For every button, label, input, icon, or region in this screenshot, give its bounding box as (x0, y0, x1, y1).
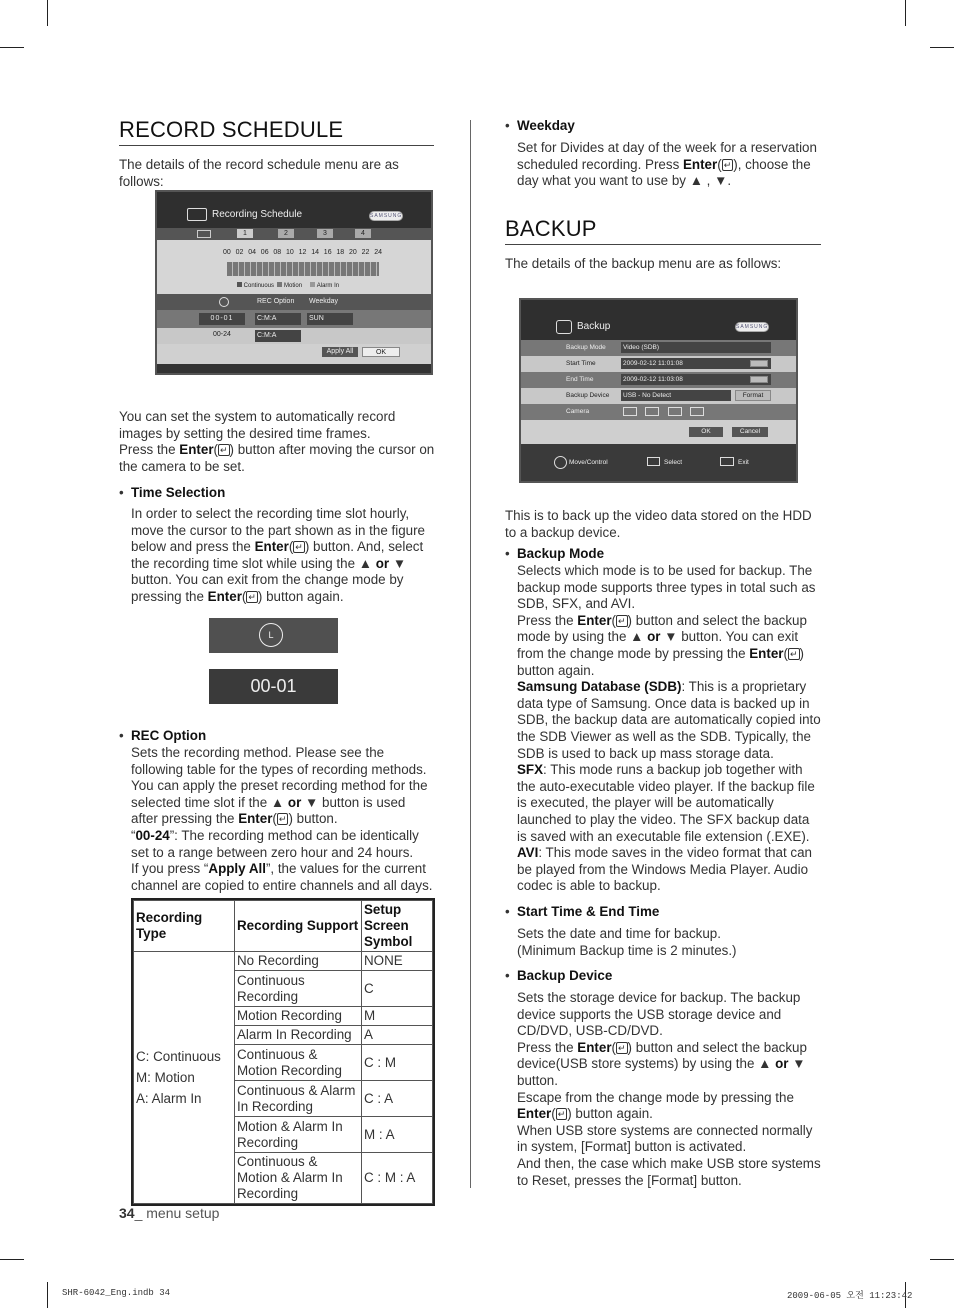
weekday-title: Weekday (517, 118, 575, 133)
clock-icon (219, 297, 229, 307)
cancel-button[interactable]: Cancel (732, 427, 768, 437)
enter-icon: ↵ (248, 591, 256, 602)
type-continuous: C: Continuous (136, 1048, 221, 1064)
start-end-time-title: Start Time & End Time (517, 904, 660, 919)
hour-label: 04 (248, 249, 256, 256)
schedule-row-1[interactable] (157, 310, 431, 328)
camera-tab-4[interactable]: 4 (355, 229, 371, 238)
page-number: 34 (119, 1205, 135, 1221)
crop-mark (0, 1259, 24, 1260)
support-cell: Motion Recording (235, 1007, 362, 1026)
symbol-cell: M (362, 1007, 433, 1026)
backup-intro: The details of the backup menu are as follows: (505, 256, 782, 271)
backup-icon (556, 320, 572, 334)
section-title-record-schedule: RECORD SCHEDULE (119, 117, 344, 142)
enter-icon: ↵ (723, 159, 732, 170)
nav-bar (521, 444, 796, 481)
row-label: Camera (566, 408, 590, 415)
enter-icon: ↵ (278, 814, 287, 825)
rec-option-title: REC Option (131, 728, 207, 743)
dialog-buttons (521, 420, 796, 444)
time-selection-title: Time Selection (131, 485, 226, 500)
nav-select: Select (664, 459, 683, 466)
legend-motion: Motion (284, 283, 303, 289)
hour-label: 08 (273, 249, 282, 256)
symbol-cell: A (362, 1026, 433, 1045)
hour-label: 00 (223, 249, 231, 256)
start-time-field[interactable]: 2009-02-12 11:01:08 (621, 358, 771, 369)
camera-checkbox-1[interactable] (623, 407, 637, 416)
form-row-camera[interactable] (521, 404, 796, 420)
enter-icon: ↵ (220, 445, 228, 455)
time-selector-clock[interactable] (209, 618, 338, 653)
symbol-cell: M : A (362, 1117, 433, 1153)
support-cell: Motion & Alarm In Recording (235, 1117, 362, 1153)
screen-footer (157, 364, 431, 373)
support-cell: Alarm In Recording (235, 1026, 362, 1045)
record-desc-p1: You can set the system to automatically record images by setting the desired time frames. (119, 409, 396, 441)
hour-label: 24 (374, 249, 382, 256)
schedule-row-2[interactable] (157, 328, 431, 344)
row1-time[interactable]: 00-01 (199, 313, 245, 325)
support-cell: Continuous Recording (235, 971, 362, 1007)
backup-form (521, 340, 796, 420)
bullet: • (119, 728, 124, 743)
record-intro: The details of the record schedule menu are as follows: (119, 157, 399, 189)
th-recording-type: Recording Type (134, 901, 235, 952)
screen-header (157, 192, 431, 240)
crop-mark (905, 0, 906, 26)
bullet: • (505, 968, 510, 983)
form-row-end-time[interactable] (521, 372, 796, 388)
enter-icon: ↵ (557, 1109, 566, 1120)
recording-table (133, 900, 433, 1204)
camera-tab-bar (157, 228, 431, 240)
backup-device-field[interactable]: USB - No Detect (621, 390, 731, 401)
all-camera-icon[interactable] (197, 230, 211, 238)
ok-button[interactable]: OK (689, 427, 723, 437)
row1-weekday[interactable]: SUN (307, 313, 353, 325)
keyboard-icon[interactable] (750, 360, 768, 367)
row-label: Backup Mode (566, 344, 606, 351)
hour-label: 16 (323, 249, 332, 256)
recording-schedule-screen (155, 190, 433, 375)
bullet: • (119, 485, 124, 500)
rec-option-text: Sets the recording method. Please see the following table for the types of recording methods. You can apply the preset recording method for the selected time slot if the ▲ or ▼ button is used after pressing the Enter( ↵ ) button. “00-24”: The recording method can be identically set to a range between zero hour and 24 hours. If you press “Apply All”, the values for the current channel are copied to entire channels and all days. (131, 745, 433, 893)
legend-swatch (310, 282, 315, 287)
legend-swatch (237, 282, 242, 287)
row-label: End Time (566, 376, 594, 383)
hour-label: 14 (311, 249, 319, 256)
form-row-start-time[interactable] (521, 356, 796, 372)
schedule-icon (187, 208, 207, 221)
backup-mode-title: Backup Mode (517, 546, 605, 561)
column-divider (470, 120, 471, 1188)
support-cell: Continuous & Motion & Alarm In Recording (235, 1153, 362, 1204)
enter-icon: ↵ (618, 615, 626, 626)
table-row (134, 952, 433, 971)
backup-desc: This is to back up the video data stored on the HDD to a backup device. (505, 508, 812, 540)
symbol-cell: C : A (362, 1081, 433, 1117)
screen-header (521, 300, 796, 340)
weekday-text: Set for Divides at day of the week for a reservation scheduled recording. Press Enter( ↵ ), choose the day what you want to use by ▲ , ▼. (517, 140, 817, 189)
legend-swatch (277, 282, 282, 287)
legend-alarm: Alarm In (316, 283, 340, 289)
backup-screen (519, 298, 798, 483)
nav-exit: Exit (738, 459, 749, 466)
crop-mark (930, 47, 954, 48)
title-rule (505, 244, 821, 245)
row1-rec-option[interactable]: C:M:A (255, 313, 301, 325)
symbol-cell: C : M (362, 1045, 433, 1081)
keyboard-icon[interactable] (750, 376, 768, 383)
record-desc-p2: Press the Enter( ↵ ) button after moving the cursor on the camera to be set. (119, 442, 435, 474)
hour-label: 06 (260, 249, 269, 256)
button-row (157, 344, 431, 364)
hour-label: 20 (349, 249, 357, 256)
nav-move-control: Move/Control (569, 459, 608, 466)
type-motion: M: Motion (136, 1069, 195, 1085)
th-setup-symbol: Setup Screen Symbol (362, 901, 433, 952)
apply-all-button[interactable]: Apply All (322, 347, 358, 357)
row-label: Start Time (566, 360, 596, 367)
bullet: • (505, 546, 510, 561)
backup-device-text: Sets the storage device for backup. The backup device supports the USB storage device and CD/DVD, USB-CD/DVD. Press the Enter( ↵ ) button and select the backup device(USB store systems) by using the ▲ or ▼ button. Escape from the change mode by pressing the Enter( ↵ ) button again. When USB store systems are connected normally in system, [Format] button is activated. And then, the case which make USB store systems to Reset, presses the [Format] button. (517, 990, 821, 1188)
table-header-row (134, 901, 433, 952)
samsung-logo: SAMSUNG (370, 213, 403, 219)
table-header-row (157, 294, 431, 310)
crop-mark (47, 1282, 48, 1308)
hour-label: 10 (286, 249, 294, 256)
legend (237, 282, 339, 289)
col-rec-option: REC Option (257, 298, 295, 305)
timeline-bar[interactable] (227, 262, 379, 276)
recording-types-cell (134, 952, 235, 1204)
hour-label: 02 (235, 249, 244, 256)
col-weekday: Weekday (309, 298, 339, 305)
page-label: _ menu setup (134, 1205, 220, 1221)
bullet: • (505, 118, 510, 133)
enter-icon: ↵ (295, 542, 303, 553)
camera-tab-2[interactable]: 2 (278, 229, 294, 238)
backup-device-title: Backup Device (517, 968, 613, 983)
format-button[interactable]: Format (735, 390, 771, 401)
print-date: 2009-06-05 오전 11:23:42 (787, 1291, 913, 1301)
symbol-cell: C : M : A (362, 1153, 433, 1204)
ok-button[interactable]: OK (362, 347, 400, 357)
menu-icon (720, 457, 734, 466)
bullet: • (505, 904, 510, 919)
th-recording-support: Recording Support (235, 901, 362, 952)
crop-mark (0, 47, 24, 48)
backup-mode-field[interactable]: Video (SDB) (621, 342, 771, 353)
type-alarm: A: Alarm In (136, 1090, 202, 1106)
hour-label: 12 (298, 249, 307, 256)
section-title-backup: BACKUP (505, 216, 597, 241)
support-cell: Continuous & Motion Recording (235, 1045, 362, 1081)
enter-icon: ↵ (618, 1042, 626, 1053)
camera-checkbox-2[interactable] (645, 407, 659, 416)
camera-tab-1[interactable]: 1 (237, 229, 253, 238)
clock-icon: L (259, 623, 283, 647)
time-selection-text: In order to select the recording time slot hourly, move the cursor to the part shown as in the figure below and press the Enter( ↵ ) button. And, select the recording time slot while using the ▲ or ▼ button. You can exit from the change mode by pressing the Enter( ↵ ) button again. (131, 506, 426, 604)
recording-type-table (131, 898, 435, 1206)
camera-checkbox-3[interactable] (668, 407, 682, 416)
screen-title: Backup (577, 321, 611, 332)
row2-time: 00-24 (213, 331, 231, 338)
samsung-logo: SAMSUNG (736, 324, 769, 330)
crop-mark (930, 1259, 954, 1260)
start-end-time-text: Sets the date and time for backup. (Minimum Backup time is 2 minutes.) (517, 926, 737, 958)
legend-continuous: Continuous (243, 283, 275, 289)
screen-title: Recording Schedule (212, 209, 303, 220)
row2-rec-option[interactable]: C:M:A (255, 330, 301, 342)
backup-mode-text: Selects which mode is to be used for backup. The backup mode supports three types in total such as SDB, SFX, and AVI. Press the Enter( ↵ ) button and select the backup mode by using the ▲ or ▼ button. You can exit from the change mode by pressing the Enter( ↵ ) button again. Samsung Database (SDB): This is a proprietary data type of Samsung. Once data is backed up in SDB, the backup data are automatically copied into the SDB Viewer as well as the SDB. Typically, the SDB is used to back up mass storage data. SFX: This mode runs a backup job together with the auto-executable video player. If the backup file is executed, the player will be automatically launched to play the video. The SFX backup data is saved with an executable file extension (.EXE). AVI: This mode saves in the video format that can be played from the Windows Media Player. Audio codec is able to backup. (517, 563, 821, 894)
dpad-icon (554, 456, 567, 469)
camera-tab-3[interactable]: 3 (317, 229, 333, 238)
hour-label: 18 (336, 249, 345, 256)
file-info: SHR-6042_Eng.indb 34 (62, 1288, 171, 1298)
page-footer (119, 1205, 219, 1221)
form-row-backup-mode[interactable] (521, 340, 796, 356)
symbol-cell: C (362, 971, 433, 1007)
enter-icon (647, 457, 660, 466)
camera-checkbox-4[interactable] (690, 407, 704, 416)
hour-label: 22 (361, 249, 370, 256)
symbol-cell: NONE (362, 952, 433, 971)
support-cell: Continuous & Alarm In Recording (235, 1081, 362, 1117)
form-row-backup-device[interactable] (521, 388, 796, 404)
hour-labels (223, 249, 385, 259)
enter-icon: ↵ (789, 648, 798, 659)
end-time-field[interactable]: 2009-02-12 11:03:08 (621, 374, 771, 385)
timeline-area (157, 240, 431, 294)
row-label: Backup Device (566, 392, 610, 399)
time-selector-value[interactable]: 00-01 (209, 669, 338, 704)
support-cell: No Recording (235, 952, 362, 971)
crop-mark (47, 0, 48, 26)
title-rule (119, 145, 434, 146)
